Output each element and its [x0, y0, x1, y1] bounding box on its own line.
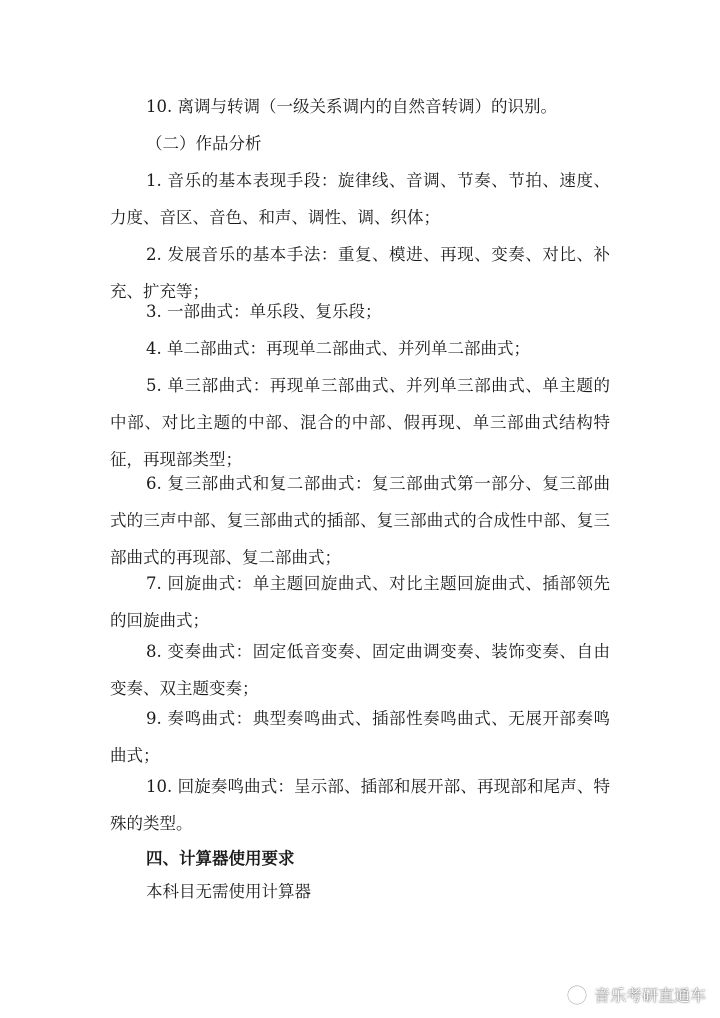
- paragraph-sonata-form: 9. 奏鸣曲式：典型奏鸣曲式、插部性奏鸣曲式、无展开部奏鸣曲式；: [110, 709, 610, 765]
- watermark: [566, 983, 706, 1006]
- paragraph-variation-form: 8. 变奏曲式：固定低音变奏、固定曲调变奏、装饰变奏、自由变奏、双主题变奏；: [110, 642, 610, 698]
- paragraph-ternary-form: 5. 单三部曲式：再现单三部曲式、并列单三部曲式、单主题的中部、对比主题的中部、混合的中部、假再现、单三部曲式结构特征，再现部类型；: [110, 376, 610, 469]
- watermark-text: 音乐考研直通车: [593, 986, 706, 1005]
- paragraph-one-part-form: 3. 一部曲式：单乐段、复乐段；: [146, 302, 382, 321]
- paragraph-compound-ternary-form: 6. 复三部曲式和复二部曲式：复三部曲式第一部分、复三部曲式的三声中部、复三部曲式的插部、复三部曲式的合成性中部、复三部曲式的再现部、复二部曲式；: [110, 474, 610, 567]
- paragraph-basic-expression-means: 1. 音乐的基本表现手段：旋律线、音调、节奏、节拍、速度、力度、音区、音色、和声、调性、调、织体；: [110, 171, 610, 227]
- paragraph-binary-form: 4. 单二部曲式：再现单二部曲式、并列单二部曲式；: [146, 339, 530, 358]
- paragraph-rondo-sonata-form: 10. 回旋奏鸣曲式：呈示部、插部和展开部、再现部和尾声、特殊的类型。: [110, 777, 610, 833]
- paragraph-modulation-identification: 10. 离调与转调（一级关系调内的自然音转调）的识别。: [146, 97, 557, 116]
- subsection-heading-work-analysis: （二）作品分析: [146, 134, 262, 153]
- section-body-calculator: 本科目无需使用计算器: [146, 882, 311, 901]
- wechat-official-account-icon: [566, 984, 588, 1006]
- paragraph-development-techniques: 2. 发展音乐的基本手法：重复、模进、再现、变奏、对比、补充、扩充等；: [110, 245, 610, 301]
- section-heading-calculator: 四、计算器使用要求: [146, 849, 295, 868]
- paragraph-rondo-form: 7. 回旋曲式：单主题回旋曲式、对比主题回旋曲式、插部领先的回旋曲式；: [110, 574, 610, 630]
